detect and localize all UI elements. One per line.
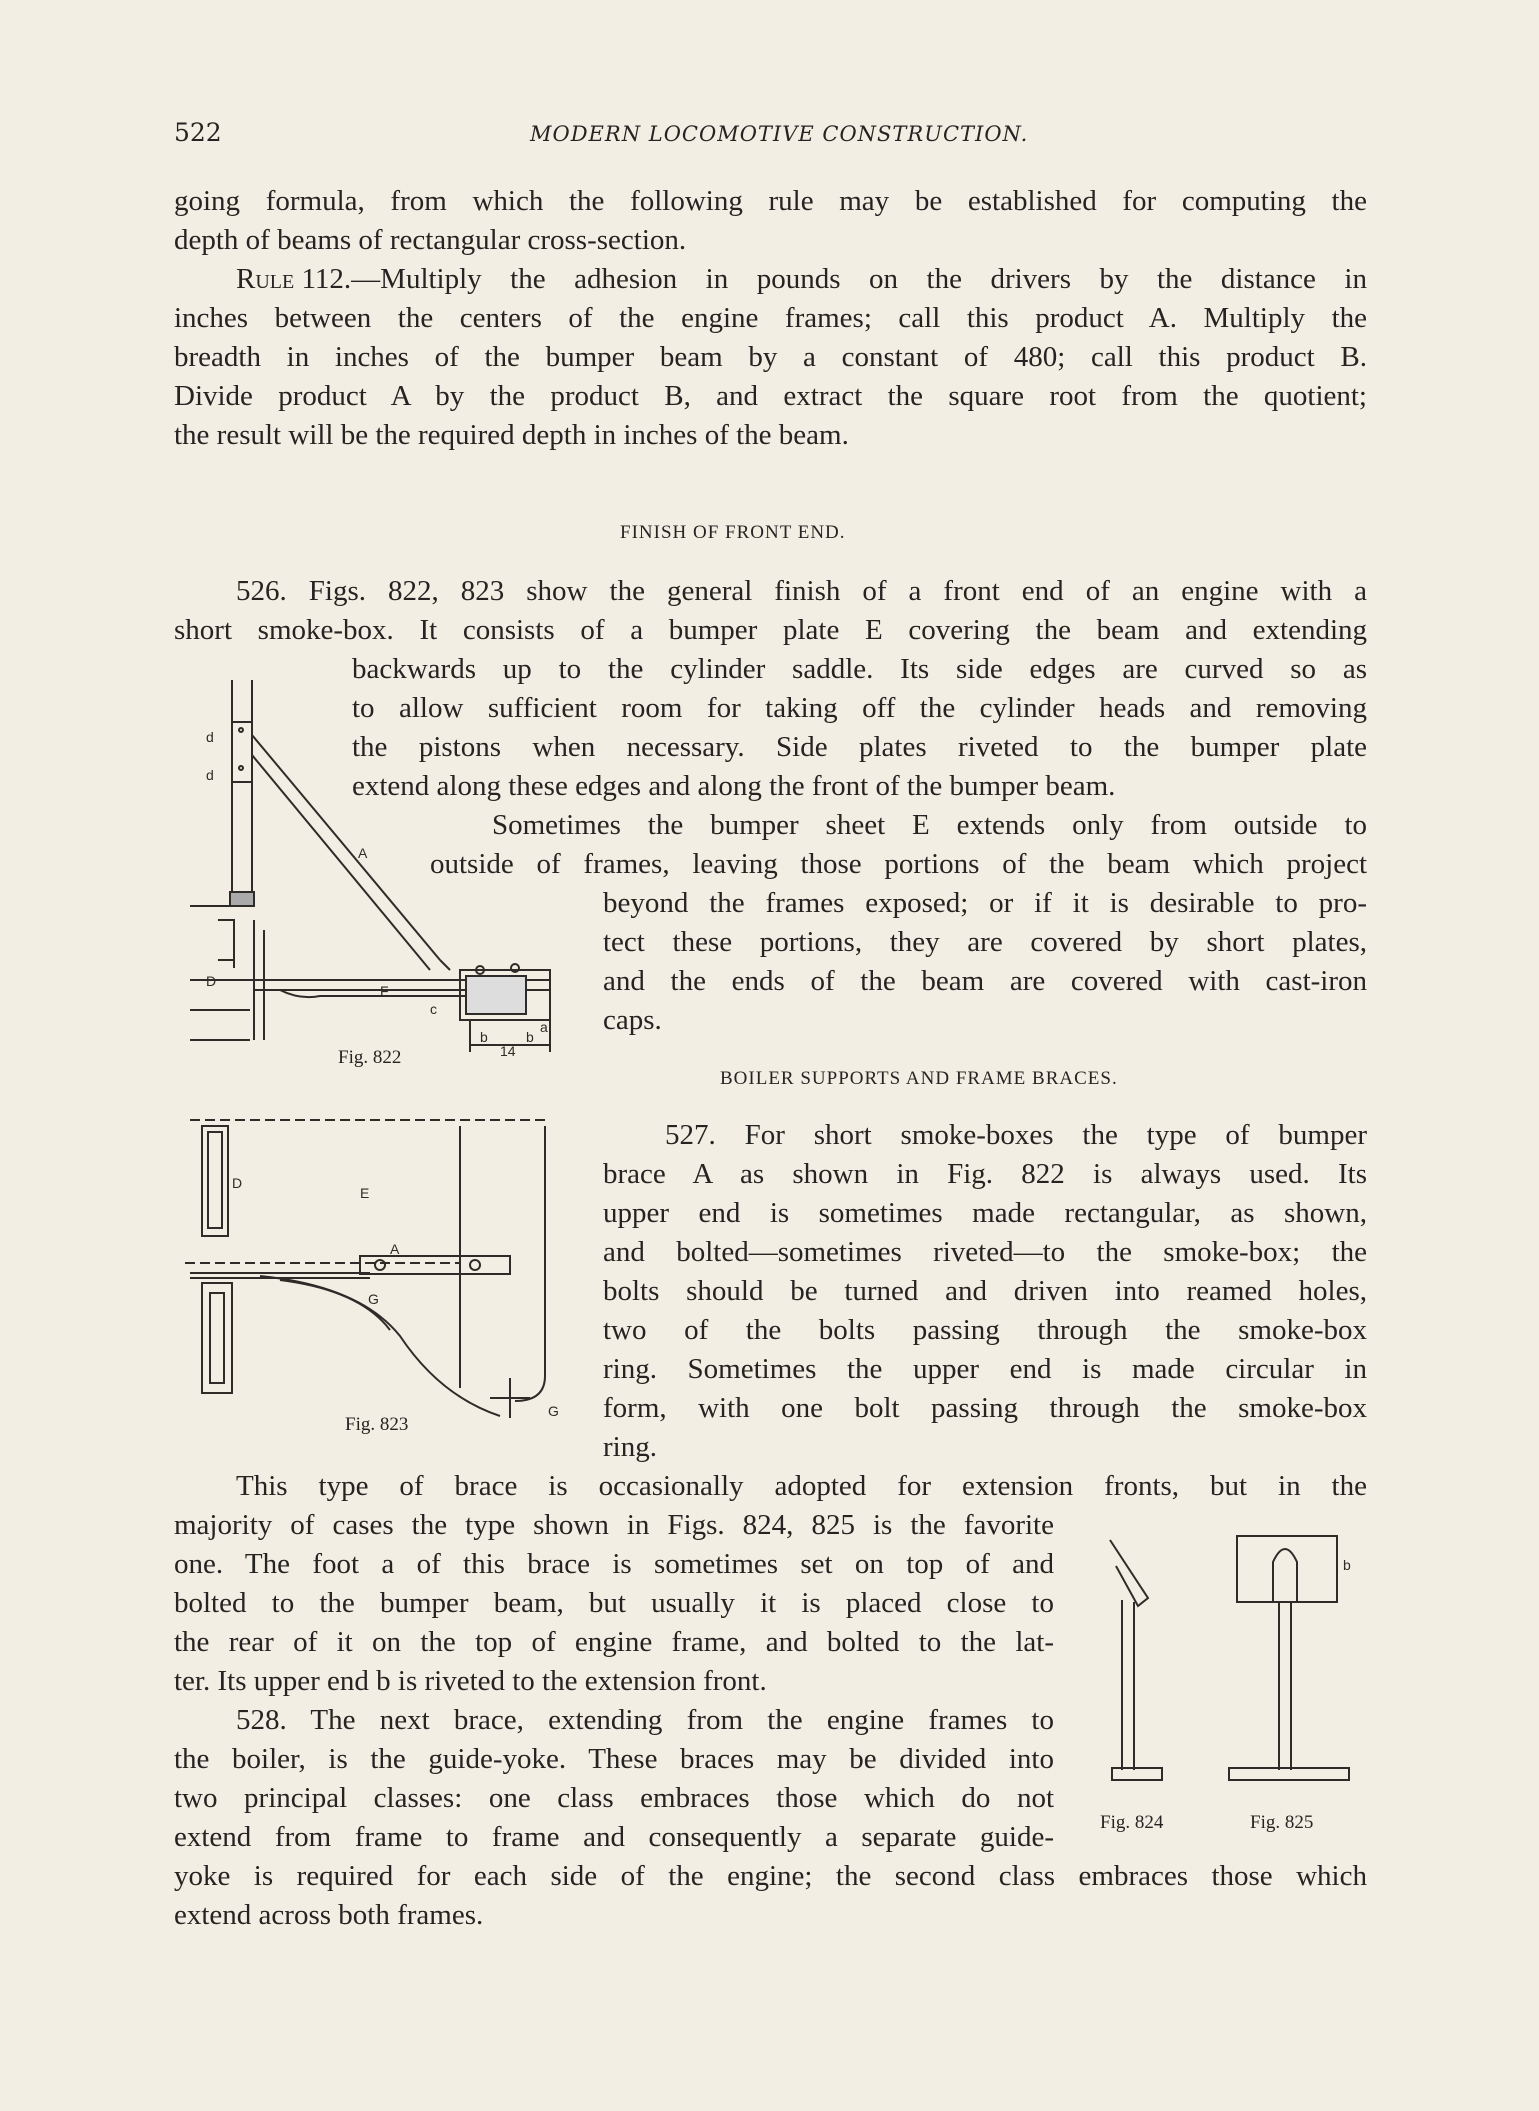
label-F: F <box>380 983 389 999</box>
text-line: form, with one bolt passing through the smoke-box <box>603 1392 1367 1424</box>
fig-822-drawing <box>190 680 570 1080</box>
text-line: the result will be the required depth in inches of the beam. <box>174 419 849 451</box>
text-line: one. The foot a of this brace is sometimes set on top of and <box>174 1548 1054 1580</box>
text-line: to allow sufficient room for taking off the cylinder heads and removing <box>352 692 1367 724</box>
label-G: G <box>548 1403 559 1418</box>
label-b: b <box>1343 1557 1351 1573</box>
fig-825-caption: Fig. 825 <box>1250 1812 1314 1833</box>
label-E: E <box>360 1185 370 1201</box>
text-line: yoke is required for each side of the engine; the second class embraces those which <box>174 1860 1367 1892</box>
label-d: d <box>206 729 214 745</box>
fig-823-caption: Fig. 823 <box>345 1414 409 1435</box>
text-line: depth of beams of rectangular cross-section. <box>174 224 687 256</box>
text-line: —Multiply the adhesion in pounds on the drivers by the distance in <box>351 263 1367 295</box>
text-line: This type of brace is occasionally adopted for extension fronts, but in the <box>236 1470 1367 1502</box>
text-line: going formula, from which the following rule may be established for computing the <box>174 185 1367 217</box>
page-number: 522 <box>174 118 222 147</box>
text-line: two of the bolts passing through the smoke-box <box>603 1314 1367 1346</box>
rule-first-line <box>236 262 1367 296</box>
text-line: beyond the frames exposed; or if it is desirable to pro- <box>603 887 1367 919</box>
text-line: 528. The next brace, extending from the engine frames to <box>236 1704 1054 1736</box>
text-line: and bolted—sometimes riveted—to the smoke-box; the <box>603 1236 1367 1268</box>
label-d: d <box>206 767 214 783</box>
fig-824-drawing <box>1100 1530 1210 1800</box>
text-line: extend across both frames. <box>174 1899 484 1931</box>
text-line: bolts should be turned and driven into reamed holes, <box>603 1275 1367 1307</box>
text-line: tect these portions, they are covered by short plates, <box>603 926 1367 958</box>
text-line: Sometimes the bumper sheet E extends only from outside to <box>492 809 1367 841</box>
text-line: upper end is sometimes made rectangular, as shown, <box>603 1197 1367 1229</box>
section-heading: FINISH OF FRONT END. <box>620 522 846 543</box>
fig-822-caption: Fig. 822 <box>338 1047 402 1068</box>
section-heading: BOILER SUPPORTS AND FRAME BRACES. <box>720 1068 1118 1089</box>
fig-825-drawing <box>1225 1530 1365 1800</box>
text-line: majority of cases the type shown in Figs. 824, 825 is the favorite <box>174 1509 1054 1541</box>
label-c: c <box>430 1001 437 1017</box>
text-line: inches between the centers of the engine frames; call this product A. Multiply the <box>174 302 1367 334</box>
text-line: bolted to the bumper beam, but usually it is placed close to <box>174 1587 1054 1619</box>
label-14: 14 <box>500 1043 516 1059</box>
text-line: caps. <box>603 1004 662 1036</box>
text-line: the boiler, is the guide-yoke. These braces may be divided into <box>174 1743 1054 1775</box>
text-line: extend along these edges and along the front of the bumper beam. <box>352 770 1116 802</box>
text-line: outside of frames, leaving those portions of the beam which project <box>430 848 1367 880</box>
label-A: A <box>390 1241 400 1257</box>
text-line: backwards up to the cylinder saddle. Its side edges are curved so as <box>352 653 1367 685</box>
label-G: G <box>368 1291 379 1307</box>
fig-823-drawing <box>180 1118 570 1418</box>
rule-label: Rule 112. <box>236 263 352 295</box>
text-line: the pistons when necessary. Side plates riveted to the bumper plate <box>352 731 1367 763</box>
text-line: brace A as shown in Fig. 822 is always used. Its <box>603 1158 1367 1190</box>
text-line: ter. Its upper end b is riveted to the extension front. <box>174 1665 767 1697</box>
text-line: 526. Figs. 822, 823 show the general finish of a front end of an engine with a <box>236 575 1367 607</box>
label-A: A <box>358 845 368 861</box>
text-line: short smoke-box. It consists of a bumper plate E covering the beam and extending <box>174 614 1367 646</box>
label-a: a <box>540 1019 548 1035</box>
text-line: the rear of it on the top of engine frame, and bolted to the lat- <box>174 1626 1054 1658</box>
fig-824-caption: Fig. 824 <box>1100 1812 1164 1833</box>
text-line: extend from frame to frame and consequently a separate guide- <box>174 1821 1054 1853</box>
text-line: ring. <box>603 1431 657 1463</box>
label-D: D <box>206 973 217 989</box>
label-b: b <box>526 1029 534 1045</box>
label-b: b <box>480 1029 488 1045</box>
text-line: two principal classes: one class embraces those which do not <box>174 1782 1054 1814</box>
text-line: ring. Sometimes the upper end is made circular in <box>603 1353 1367 1385</box>
running-title: MODERN LOCOMOTIVE CONSTRUCTION. <box>530 122 1029 146</box>
text-line: Divide product A by the product B, and extract the square root from the quotient; <box>174 380 1367 412</box>
text-line: 527. For short smoke-boxes the type of bumper <box>665 1119 1367 1151</box>
text-line: breadth in inches of the bumper beam by a constant of 480; call this product B. <box>174 341 1367 373</box>
text-line: and the ends of the beam are covered with cast-iron <box>603 965 1367 997</box>
label-D: D <box>232 1175 243 1191</box>
